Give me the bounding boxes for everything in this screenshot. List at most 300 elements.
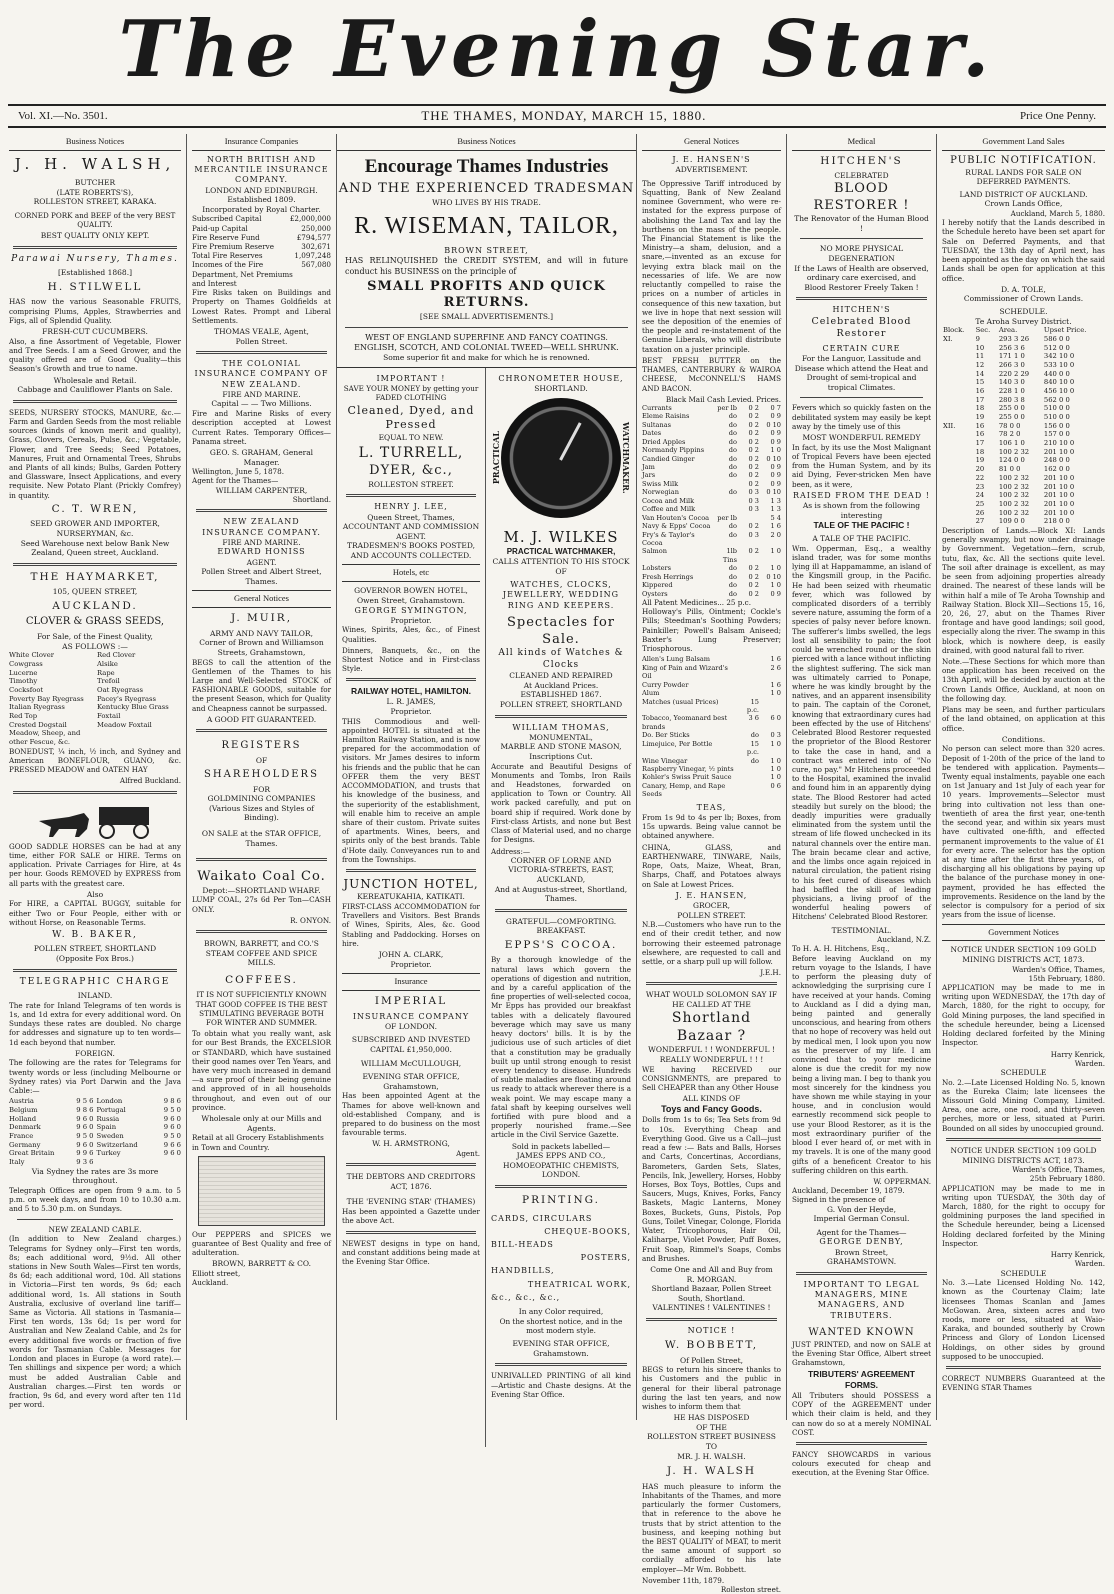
- lee-addr: Queen Street, Thames,: [367, 512, 455, 522]
- haymarket-city: AUCKLAND.: [52, 599, 138, 612]
- table-row: [642, 438, 781, 446]
- table-cell: Curry Powder: [642, 680, 689, 689]
- tel-rates: [9, 1097, 181, 1167]
- wiseman-goods: WEST OF ENGLAND SUPERFINE AND FANCY COATINGS. ENGLISH, SCOTCH, AND COLONIAL TWEED—WELL SHRUNK.: [354, 332, 619, 352]
- table-cell: XI.: [943, 334, 953, 343]
- table-cell: 1 6: [770, 522, 781, 531]
- table-cell: 16: [975, 421, 985, 430]
- table-cell: Canary, Hemp, and Rape Seeds: [642, 781, 726, 799]
- tel-inland: INLAND.: [77, 991, 113, 1001]
- imp-sub: SUBSCRIBED AND INVESTED: [351, 1035, 471, 1045]
- solomon-really: REALLY WONDERFUL ! ! !: [659, 1055, 764, 1065]
- table-cell: 16: [975, 386, 985, 395]
- turrell-important: IMPORTANT !: [376, 373, 446, 383]
- rate-value: 9 6 0: [163, 1114, 181, 1123]
- table-cell: 2 6: [770, 663, 781, 672]
- table-cell: 100 2 32: [998, 447, 1030, 456]
- baker-opp: (Opposite Fox Bros.): [56, 954, 134, 964]
- table-cell: [942, 491, 975, 500]
- table-cell: do: [728, 437, 737, 446]
- epps-name: EPPS'S COCOA.: [504, 938, 618, 951]
- table-cell: 78 0 0: [998, 421, 1021, 430]
- table-cell: 171 1 0: [998, 352, 1025, 361]
- list-item: Italian Ryegrass: [9, 703, 65, 712]
- walsh-address: ROLLESTON STREET, KARAKA.: [33, 197, 157, 207]
- table-row: [642, 446, 781, 454]
- table-row: [942, 474, 1105, 483]
- list-item: Poverty Bay Ryegrass: [9, 694, 84, 703]
- table-cell: 24: [975, 491, 985, 500]
- rate-value: 9 5 0: [163, 1106, 181, 1115]
- waikato-depot: Depot:—SHORTLAND WHARF.: [202, 885, 321, 895]
- table-cell: 1 6: [770, 680, 781, 689]
- tel-foreign: FOREIGN.: [75, 1048, 115, 1058]
- newest-text: NEWEST designs in type on hand, and constant additions being made at the Evening Star Office.: [342, 1238, 480, 1266]
- nb-total: [192, 251, 331, 260]
- table-row: [942, 491, 1105, 500]
- epps-top: GRATEFUL—COMFORTING.: [505, 916, 617, 926]
- bazaar-name: R. MORGAN.: [686, 1274, 737, 1284]
- table-cell: 1 0: [770, 446, 781, 455]
- table-cell: 1 0: [770, 564, 781, 573]
- table-row: [642, 522, 781, 530]
- gov-din: Dinners, Banquets, &c., on the Shortest Notice and in First-class Style.: [342, 645, 480, 674]
- table-cell: [942, 370, 975, 379]
- wiseman-addr: BROWN STREET,: [444, 246, 529, 256]
- wilkes-loc: SHORTLAND.: [534, 383, 588, 393]
- sched-desc: Description of Lands.—Block XI: Lands generally swampy, but now under drainage by Government. Vegetation—fern, scrub, tutu, flax, &c. All the sections quite level. The soil after drainage is excellent, as may be seen from adjoining properties already drained. The nearest of these lands will be within half a mile of Te Aroha Township and Railway Station. Block XII—Sections 15, 16, 20, 26, 27, abut on the Thames River frontage and have good landings; soil good, especially along the river. The swamp in this block, which is nowhere deep, is easily drained, with good natural fall to river.: [942, 525, 1105, 655]
- hitchens-sub: The Renovator of the Human Blood !: [794, 214, 929, 233]
- hitchens-story: Wm. Opperman, Esq., a wealthy island trader, was for some months lying ill at Happamamme, an island of the Kingsmill group, in the Pacific. He had been seized with rheumatic fever, which was followed by complicated disorders of a terribly severe nature, assuming the form of a species of palsy never before known. The sufferer's limbs swelled, the legs lost all sensibility to pain; the foot could be wrenched round or the skin pierced with a lance without inflicting the slightest suffering. The sick man was ultimately carried to Ponape, where he was kindly brought by the natives, and an apparent insensibility to pain. The captain of the Coronet, knowing that extraordinary cures had been effected by the use of Hitchens' Celebrated Blood Restorer requested the proprietor of the Blood Restorer to take the case in hand, and a contract was entered into of "No cure, no pay." Mr Hitchens proceeded to the Hospital, examined the invalid and found him in an apparently dying state. The Blood Restorer had acted steadily but surely on the blood; the deadly impurities were gradually eliminated from the system until the stream of life flowed unchecked in its natural channels over the entire man. The brain became clear and active, and the limbs once again rejoiced in natural circulation, the patient rising to his feet cured of diseases which had baffled the skill of leading physicians, a living proof of the wonderful healing powers of Hitchens' Celebrated Blood Restorer.: [792, 543, 931, 922]
- divider: [196, 858, 327, 861]
- table-cell: 23: [975, 482, 985, 491]
- cond-title: Conditions.: [1001, 734, 1046, 744]
- rate-country: Holland: [9, 1114, 37, 1123]
- head-tradesman: AND THE EXPERIENCED TRADESMAN: [338, 181, 635, 197]
- hansen-adv: ADVERTISEMENT.: [675, 165, 748, 175]
- hitchens-cure: CERTAIN CURE: [822, 343, 901, 353]
- coffee-peppers: Our PEPPERS and SPICES we guarantee of Best Quality and free of adulteration.: [192, 1229, 331, 1258]
- table-cell: Coffee and Milk: [642, 505, 696, 514]
- table-cell: [942, 404, 975, 413]
- clover-title: CLOVER & GRASS SEEDS,: [25, 616, 165, 628]
- table-row: [642, 664, 781, 681]
- table-cell: Wine Vinegar: [642, 756, 688, 765]
- table-cell: Navy & Epps' Cocoa: [642, 522, 711, 531]
- table-cell: 218 0 0: [1043, 517, 1070, 526]
- table-cell: 15 p.c.: [746, 697, 759, 714]
- wiseman-name: R. WISEMAN, TAILOR,: [354, 213, 619, 240]
- gn1-sched: SCHEDULE: [1000, 1068, 1047, 1078]
- table-header-cell: Upset Price.: [1043, 326, 1087, 335]
- table-cell: 201 10 0: [1043, 447, 1075, 456]
- bobbett-notice: NOTICE !: [687, 1325, 736, 1335]
- clover-as: AS FOLLOWS :—: [62, 641, 128, 651]
- wilkes-goods: WATCHES, CLOCKS, JEWELLERY, WEDDING RING AND KEEPERS.: [502, 580, 620, 610]
- table-cell: 78 2 0: [998, 430, 1021, 439]
- table-cell: 293 3 26: [998, 334, 1030, 343]
- horse-carriage-illustration: [29, 799, 161, 839]
- test-title: TESTIMONIAL.: [831, 925, 892, 935]
- table-row: [942, 509, 1105, 518]
- gov-prop: Proprietor.: [390, 615, 432, 625]
- col-title: THE COLONIAL INSURANCE COMPANY OF NEW ZEALAND.: [194, 359, 329, 389]
- table-header-cell: Sec.: [975, 326, 991, 335]
- table-cell: 0 2: [748, 564, 759, 573]
- table-cell: 109 0 0: [998, 517, 1025, 526]
- table-cell: 0 3: [748, 488, 759, 497]
- rate-country: France: [9, 1132, 34, 1141]
- table-row: [642, 547, 781, 564]
- nursery-est: [Established 1868.]: [57, 268, 133, 278]
- table-cell: 201 10 0: [1043, 473, 1075, 482]
- table-cell: Fry's & Taylor's Cocoa: [642, 530, 695, 547]
- gn2-warden: Warden.: [1074, 1259, 1105, 1269]
- table-cell: Lobsters: [642, 564, 672, 573]
- test-text: Before leaving Auckland on my return voyage to the Islands, I have to perform the pleasing duty of acknowledging the surprising cure I have received at your hands. Coming to Auckland as I did a dying man, being painted and generally unconscious, and hearing from others that no hope of recovery was held out by medical men, I look upon you now as the preserver of my life. I am convinced that to your medicine alone is due the credit for my now being a living man. I beg to thank you most sincerely for the kindness you have shown me while staying in your house, and in conclusion would earnestly recommend sick people to use your Blood Restorer, as it is the most extraordinary purifier of the blood I ever heard of, or met with in my travels. It is one of the many good gifts of a beneficent Creator to his suffering children on this earth.: [792, 953, 931, 1175]
- junction-text: FIRST-CLASS ACCOMMODATION for Travellers and Visitors. Best Brands of Wines, Spirits, Ales, &c. Good Stabling and Paddocking. Horses on hire.: [342, 901, 480, 948]
- table-row: [192, 214, 331, 223]
- wilkes-side-right: WATCHMAKER.: [621, 421, 631, 494]
- rail-title: RAILWAY HOTEL, HAMILTON.: [350, 686, 472, 697]
- table-cell: 0 2: [748, 420, 759, 429]
- haymarket-addr: 105, QUEEN STREET,: [52, 587, 138, 597]
- table-cell: 9: [975, 334, 980, 343]
- hansen-title: J. E. HANSEN'S: [672, 154, 751, 164]
- wilkes-prices: At Auckland Prices.: [523, 680, 599, 690]
- table-row: [192, 233, 331, 242]
- table-cell: [942, 413, 975, 422]
- muir-name: J. MUIR,: [230, 612, 293, 625]
- table-row: [642, 655, 781, 663]
- table-row: [642, 471, 781, 479]
- rail-text: THIS Commodious and well-appointed HOTEL is situated at the Hamilton Railway Station, and is now prepared for the accommodation of visitors. Mr James desires to inform his friends and the public that he can OFFER them the very BEST ACCOMMODATION, and trusts that his knowledge of the business, and the superiority of the establishment, will enable him to receive an ample share of their custom. Private suites of apartments. Wines, beers, and spirits only of the best brands. Table d'Hote daily. Conveyances run to and from the Townships.: [342, 716, 480, 864]
- divider: [646, 1318, 777, 1321]
- table-cell: 1 0: [770, 765, 781, 774]
- printing-items: [491, 1214, 631, 1304]
- table-cell: Alum: [642, 689, 660, 698]
- epps-text: By a thorough knowledge of the natural laws which govern the operations of digestion and nutrition, and by a careful application of the fine properties of well-selected cocoa, Mr Epps has provided our breakfast tables with a delicately flavoured beverage which may save us many heavy doctors' bills. It is by the judicious use of such articles of diet that a constitution may be gradually built up until strong enough to resist every tendency to disease. Hundreds of subtle maladies are floating around us ready to attack wherever there is a weak point. We may escape many a fatal shaft by keeping ourselves well fortified with pure blood and a properly nourished frame.—See article in the Civil Service Gazette.: [491, 955, 631, 1140]
- table-cell: 0 2: [748, 547, 759, 556]
- test-sign: W. OPPERMAN.: [873, 1176, 931, 1186]
- bobbett-text: BEGS to return his sincere thanks to his Customers and the public in general for their liberal patronage during the last ten years, and now wishes to inform them that: [642, 1365, 781, 1412]
- row-label: Paid-up Capital: [192, 223, 248, 233]
- hitchens-raised: In fact, by its use the Most Malignant of Tropical Fevers have been ejected from the Human System, and by its aid Dying, Fever-stricken Men have been, as it were,: [792, 442, 931, 489]
- baker-addr: POLLEN STREET, SHORTLAND: [33, 944, 157, 954]
- bobbett-disp: HE HAS DISPOSED: [673, 1413, 750, 1423]
- table-cell: Kohler's Swiss Pruit Sauce: [642, 773, 732, 782]
- table-cell: per lb: [717, 513, 737, 522]
- test-consul: Imperial German Consul.: [813, 1214, 910, 1224]
- teas-nb: N.B.—Customers who have run to the end of their credit tether, and now borrowing their esteemed patronage elsewhere, are requested to call and settle, or a sharp pull up will follow.: [642, 920, 781, 967]
- table-cell: 20: [975, 465, 985, 474]
- table-cell: 1 3: [770, 505, 781, 514]
- pub-office: Crown Lands Office,: [984, 199, 1063, 209]
- pub-text: I hereby notify that the Lands described in the Schedule hereto have been set apart for Sale on Deferred Payments, and that TUESDAY, the 13th day of April next, has been appointed as the day on which the said Lands shall be open for application at this office.: [942, 218, 1105, 283]
- table-cell: [942, 387, 975, 396]
- list-item: Kentucky Blue Grass: [97, 703, 169, 712]
- baker-text: GOOD SADDLE HORSES can be had at any time, either FOR SALE or HIRE. Terms on application. Private Carriages for Hire, at 4s per hour. Goods REMOVED by EXPRESS from all parts with the greatest care.: [9, 841, 181, 888]
- table-cell: 0 3: [770, 731, 781, 740]
- imp-office: EVENING STAR OFFICE,: [362, 1072, 460, 1082]
- gn1-title: NOTICE UNDER SECTION 109 GOLD MINING DISTRICTS ACT, 1873.: [950, 945, 1097, 965]
- divider: [495, 715, 627, 718]
- cond-text: No person can select more than 320 acres. Deposit of 1-20th of the price of the land to be tendered with application. Payments—Twenty equal instalments, payable one each on 1st January and 1st July of each year for 10 years. Improvements—Selector must bring into cultivation not less than one-twentieth of area the first year, one-tenth the second year, and within six years must have cultivated one-fifth, and effected permanent improvements to the value of £1 for every acre. The selector has the option at any time after the first three years, of discharging all his obligations by paying up the balance of the purchase money in one-payment, provided he has effected the improvements. Residence on the land by the selector is compulsory for a period of six years from the issue of license.: [942, 744, 1105, 920]
- table-cell: 2 0: [770, 530, 781, 539]
- table-row: [942, 413, 1105, 422]
- imp-town: Grahamstown,: [383, 1081, 439, 1091]
- row-label: Fire Premium Reserve: [192, 242, 274, 252]
- rate-value: 9 8 6: [163, 1097, 181, 1106]
- hitchens-tale2: A TALE OF THE PACIFIC.: [812, 534, 911, 544]
- teas-addr: POLLEN STREET.: [677, 910, 746, 920]
- table-cell: do: [728, 412, 737, 421]
- divider: [796, 297, 927, 300]
- table-cell: do: [750, 731, 759, 740]
- rate-value: 9 9 6: [76, 1149, 94, 1158]
- table-cell: [942, 352, 975, 361]
- table-cell: 256 3 6: [998, 343, 1025, 352]
- hitchens-remedy: MOST WONDERFUL REMEDY: [802, 433, 921, 443]
- table-cell: do: [728, 572, 737, 581]
- gn1-text: APPLICATION may be made to me in writing upon WEDNESDAY, the 17th day of March, 1880, for the right to occupy, for Gold Mining purposes, the land specified in the schedule hereunder, being a Licensed Holding declared forfeited by the Mining Inspector.: [942, 983, 1105, 1048]
- bobbett-name: W. BOBBETT,: [664, 1339, 759, 1352]
- column-5: [787, 134, 937, 1478]
- list-item: White Clover: [9, 651, 55, 660]
- divider: [13, 969, 177, 972]
- table-cell: 157 0 0: [1043, 430, 1070, 439]
- section-heading-hotels: Hotels, etc: [342, 564, 480, 582]
- table-cell: 100 2 32: [998, 482, 1030, 491]
- table-cell: do: [728, 589, 737, 598]
- list-item: POSTERS,: [580, 1253, 631, 1263]
- stilwell-retail: Wholesale and Retail.: [53, 375, 137, 385]
- table-cell: Fresh Herrings: [642, 572, 694, 581]
- table-cell: 0 10: [766, 454, 781, 463]
- nz-agent: AGENT.: [246, 557, 277, 567]
- table-cell: [737, 782, 759, 799]
- table-cell: Eleme Raisins: [642, 412, 690, 421]
- teas-sign: J.E.H.: [760, 968, 781, 978]
- wilkes-shop: CHRONOMETER HOUSE,: [498, 373, 624, 383]
- divider: [796, 1272, 927, 1275]
- divider: [345, 327, 628, 328]
- table-cell: 0 2: [748, 463, 759, 472]
- rate-country: Italy: [9, 1158, 25, 1167]
- reg-sh: SHAREHOLDERS: [204, 768, 319, 780]
- rate-value: 9 6 0: [76, 1114, 94, 1123]
- table-cell: 12: [975, 360, 985, 369]
- imp-sign: W. H. ARMSTRONG,: [372, 1139, 450, 1149]
- table-cell: 0 2: [748, 412, 759, 421]
- list-item: BILL-HEADS: [491, 1239, 554, 1249]
- hitchens-fever: Fevers which so quickly fasten on the debilitated system may easily be kept away by the timely use of this: [792, 403, 931, 431]
- epps-bf: BREAKFAST.: [536, 926, 586, 936]
- table-cell: Oysters: [642, 589, 668, 598]
- table-row: [192, 224, 331, 233]
- table-cell: 100 2 32: [998, 473, 1030, 482]
- table-cell: Swiss Milk: [642, 479, 679, 488]
- table-row: [942, 378, 1105, 387]
- waikato-text: LUMP COAL, 27s 6d Per Ton—CASH ONLY.: [192, 895, 331, 914]
- walsh2-text: HAS much pleasure to inform the Inhabitants of the Thames, and more particularly the former Customers, that in reference to the above he trusts that by strict attention to the business, and keeping nothing but the BEST QUALITY of MEAT, to merit the same amount of support so cordially afforded to his late employer—Mr Wm. Bobbett.: [642, 1481, 781, 1574]
- wilkes-trade: PRACTICAL WATCHMAKER,: [506, 546, 616, 556]
- table-cell: 11: [975, 352, 985, 361]
- wiseman-text: HAS RELINQUISHED the CREDIT SYSTEM, and will in future conduct his BUSINESS on the principle of: [345, 256, 628, 276]
- test-date: Auckland, December 19, 1879.: [792, 1186, 905, 1196]
- sched-plans: Plans may be seen, and further particulars of the land obtained, on application at this office.: [942, 705, 1105, 733]
- bazaar-text: WE having RECEIVED our CONSIGNMENTS, are prepared to Sell CHEAPER than any Other House: [642, 1064, 781, 1093]
- table-row: [642, 765, 781, 773]
- table-cell: do: [728, 581, 737, 590]
- rate-country: Germany: [9, 1140, 41, 1149]
- turrell-name: L. TURRELL,: [358, 445, 464, 462]
- table-row: [642, 463, 781, 471]
- table-cell: 201 10 0: [1043, 491, 1075, 500]
- schedule-body: [942, 335, 1105, 526]
- table-cell: 0 2: [748, 454, 759, 463]
- fancy-text: FANCY SHOWCARDS in various colours executed for cheap and execution, at the Evening Star Office.: [792, 1450, 931, 1478]
- wilkes-text: CALLS ATTENTION TO HIS STOCK OF: [492, 556, 630, 576]
- table-cell: 0 9: [770, 437, 781, 446]
- list-item: Timothy: [9, 677, 38, 686]
- gn2-office: Warden's Office, Thames,: [1012, 1165, 1105, 1175]
- table-cell: [942, 509, 975, 518]
- wilkes-all: All kinds of Watches & Clocks: [498, 648, 624, 670]
- nb-city: LONDON AND EDINBURGH.: [205, 185, 318, 195]
- divider: [495, 1363, 627, 1366]
- table-cell: do: [728, 530, 737, 539]
- rate-value: 9 6 0: [76, 1140, 94, 1149]
- wanted-title: WANTED KNOWN: [808, 1326, 915, 1338]
- list-item: Cowgrass: [9, 659, 43, 668]
- table-cell: 0 10: [766, 420, 781, 429]
- table-cell: 1 0: [770, 739, 781, 748]
- thomas-text: Accurate and Beautiful Designs of Monuments and Tombs, Iron Rails and Headstones, forwarded on application to Town or Country. All work packed carefully, and put on board ship if required. Work done by First-class Artists, and none but Best Class of Material used, and no charge for Designs.: [491, 761, 631, 845]
- hitchens-dead: RAISED FROM THE DEAD !: [792, 490, 930, 500]
- table-cell: [737, 689, 759, 697]
- table-cell: [737, 514, 759, 522]
- coffee-retail: Retail at all Grocery Establishments in Town and Country.: [192, 1133, 324, 1152]
- wilkes-clock-row: [491, 394, 631, 522]
- coffee-sign: BROWN, BARRETT & CO.: [212, 1259, 311, 1269]
- table-cell: 0 9: [770, 479, 781, 488]
- table-row: [642, 455, 781, 463]
- list-item: Lucerne: [9, 668, 38, 677]
- thomas-agent: And at Augustus-street, Shortland, Thames.: [494, 884, 628, 904]
- divider: [796, 1442, 927, 1445]
- rate-country: Austria: [9, 1097, 34, 1106]
- row-value: £794,577: [296, 232, 331, 242]
- table-row: [942, 465, 1105, 474]
- turrell-trade: DYER, &c.,: [369, 463, 453, 479]
- column-2: [187, 134, 337, 1420]
- walsh2-date: November 11th, 1879.: [642, 1575, 725, 1585]
- hitchens-taken: Blood Restorer Freely Taken !: [804, 282, 919, 292]
- reg-sizes: (Various Sizes and Styles of Binding).: [208, 803, 315, 823]
- table-cell: Salmon: [642, 547, 668, 556]
- wiseman-fit: Some superior fit and make for which he is renowned.: [383, 353, 590, 363]
- table-cell: do: [750, 756, 759, 765]
- gn2-date: 25th February 1880.: [1029, 1174, 1105, 1184]
- table-cell: [737, 765, 759, 773]
- pub-sign-title: Commissioner of Crown Lands.: [963, 294, 1084, 304]
- baker-more: For HIRE, a CAPITAL BUGGY, suitable for either Two or Four People, either with or without Horse, on Reasonable Terms.: [9, 899, 181, 927]
- pub-sign: D. A. TOLE,: [1001, 284, 1046, 294]
- table-cell: 0 9: [770, 463, 781, 472]
- divider: [17, 1219, 173, 1220]
- divider: [346, 494, 476, 497]
- section-heading-land-sales: Government Land Sales: [942, 134, 1105, 151]
- test-agent: Agent for the Thames—: [816, 1227, 907, 1237]
- table-row: [642, 740, 781, 757]
- tel-via: Via Sydney the rates are 3s more throughout.: [31, 1166, 159, 1186]
- lee-trade: ACCOUNTANT AND COMMISSION AGENT.: [342, 522, 480, 541]
- bobbett-to: TO: [705, 1442, 718, 1452]
- table-cell: [942, 361, 975, 370]
- table-cell: 0 2: [748, 589, 759, 598]
- turrell-clean: Cleaned, Dyed, and Pressed: [347, 404, 475, 432]
- coffee-title: COFFEES.: [225, 973, 298, 986]
- table-cell: Currants: [642, 403, 672, 412]
- section-heading-business-center: Business Notices: [337, 134, 636, 151]
- printing-any: In any Color required,: [518, 1307, 604, 1317]
- table-cell: Candied Ginger: [642, 454, 695, 463]
- table-cell: 81 0 0: [998, 465, 1021, 474]
- gn1-sched-text: No. 2.—Late Licensed Holding No. 5, known as the Eureka Claim; late licensees the Missouri Gold Mining Company, Limited. Area, one acre, one rood, and thirty-seven perches, more or less, situated at Puriri. Bounded on all sides by unoccupied ground.: [942, 1077, 1105, 1133]
- table-row: [642, 782, 781, 799]
- gn1-sign: Harry Kenrick,: [1050, 1049, 1105, 1059]
- table-header-cell: Block.: [943, 326, 965, 335]
- divider: [346, 869, 476, 872]
- table-cell: [942, 448, 975, 457]
- imp-of: OF LONDON.: [384, 1021, 438, 1031]
- table-cell: 106 1 0: [998, 439, 1025, 448]
- table-cell: do: [728, 463, 737, 472]
- table-row: [942, 344, 1105, 353]
- table-row: [192, 251, 331, 260]
- table-cell: 0 10: [766, 488, 781, 497]
- table-cell: 0 2: [748, 479, 759, 488]
- hitchens-title: BLOOD RESTORER !: [813, 180, 910, 213]
- dateline: [8, 104, 1106, 128]
- table-cell: 210 10 0: [1043, 439, 1075, 448]
- divider: [946, 1138, 1101, 1141]
- table-cell: 228 1 0: [998, 386, 1025, 395]
- column-3b: [486, 368, 636, 1447]
- teas-title: TEAS,: [696, 802, 727, 812]
- test-agent-town: GRAHAMSTOWN.: [826, 1257, 897, 1267]
- table-cell: [942, 483, 975, 492]
- reg-sale: ON SALE at the STAR OFFICE, Thames.: [201, 829, 322, 848]
- wren-addr: Seed Warehouse next below Bank New Zealand, Queen street, Auckland.: [20, 538, 170, 558]
- printing-title: PRINTING.: [522, 1194, 600, 1207]
- table-cell: 0 9: [770, 471, 781, 480]
- hansen-list: Holloway's Pills, Ointment; Cockle's Pills; Steedman's Soothing Powders; Painkiller; Powell's Balsam Aniseed; Baxter's Lung Preserver; Triosphorous.: [642, 607, 781, 654]
- solomon-q: WHAT WOULD SOLOMON SAY IF HE CALLED AT THE: [645, 990, 778, 1010]
- list-item: Trefoil: [97, 677, 120, 686]
- divider: [346, 1163, 476, 1166]
- debtors-text: THE 'EVENING STAR' (THAMES): [346, 1197, 476, 1207]
- row-value: 302,671: [301, 242, 331, 252]
- newspaper-title: The Evening Star.: [118, 4, 996, 95]
- table-cell: Kippered: [642, 581, 673, 590]
- table-cell: [715, 480, 737, 488]
- debtors-act: ACT, 1876.: [390, 1181, 432, 1191]
- imp-ins: INSURANCE COMPANY: [352, 1011, 470, 1021]
- table-cell: 0 2: [748, 403, 759, 412]
- haymarket-title: THE HAYMARKET,: [30, 570, 160, 583]
